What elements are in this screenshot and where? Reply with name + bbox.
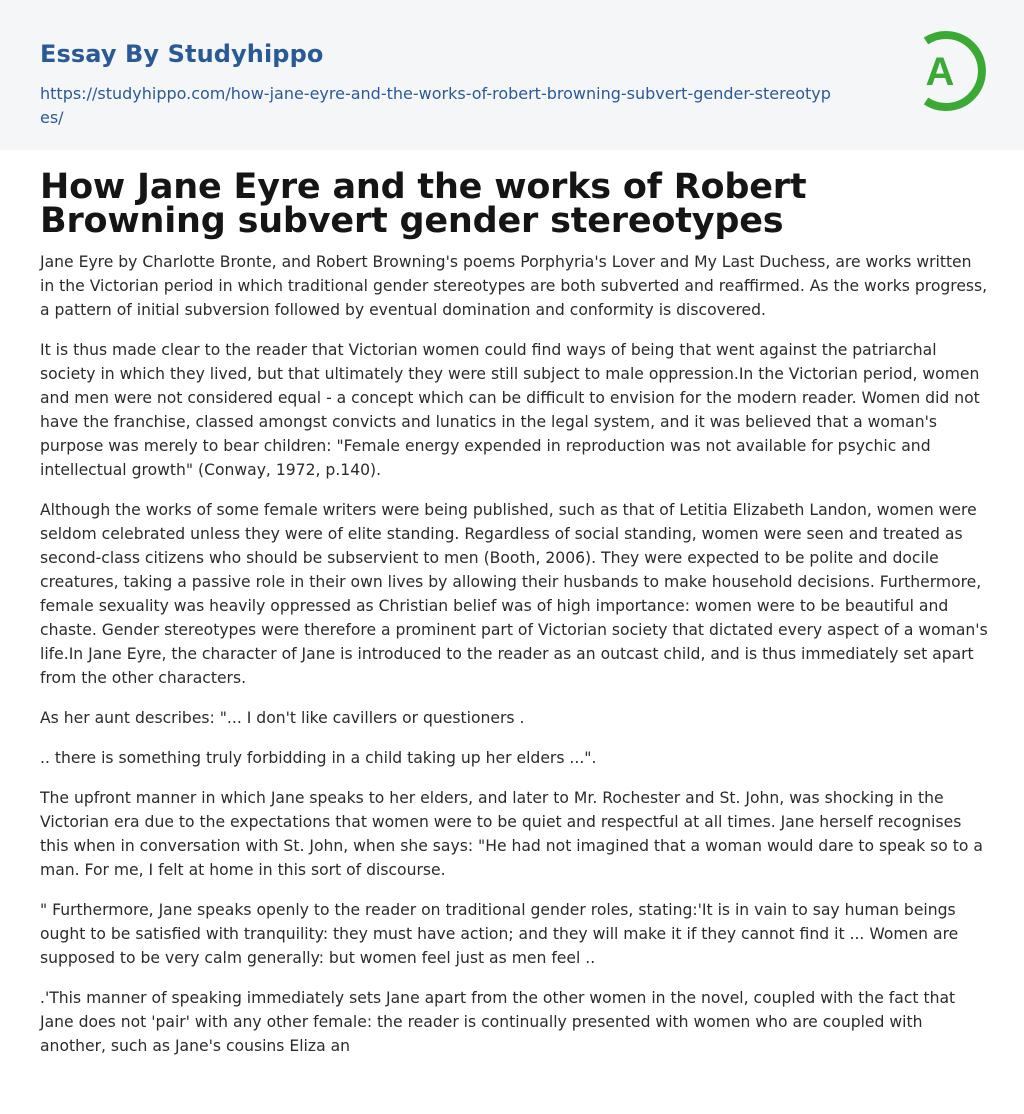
studyhippo-logo-icon[interactable] bbox=[902, 26, 992, 116]
article-url-link[interactable]: https://studyhippo.com/how-jane-eyre-and-the-works-of-robert-browning-subvert-gender-stereotypes/ bbox=[40, 84, 831, 127]
article-paragraph: As her aunt describes: "... I don't like cavillers or questioners . bbox=[40, 709, 525, 727]
article-paragraph: .. there is something truly forbidding in a child taking up her elders ...". bbox=[40, 749, 597, 767]
article bbox=[40, 167, 988, 1074]
article-paragraph: Jane Eyre by Charlotte Bronte, and Robert Browning's poems Porphyria's Lover and My Last Duchess, are works written in the Victorian period in which traditional gender stereotypes are both subverted and reaffirmed. As the works progress, a pattern of initial subversion followed by eventual domination and conformity is discovered. bbox=[40, 253, 988, 319]
logo-letter: A bbox=[925, 50, 955, 94]
article-paragraph: The upfront manner in which Jane speaks to her elders, and later to Mr. Rochester and St. John, was shocking in the Victorian era due to the expectations that women were to be quiet and respectful at all times. Jane herself recognises this when in conversation with St. John, when she says: "He had not imagined that a woman would dare to speak so to a man. For me, I felt at home in this sort of discourse. bbox=[40, 789, 983, 879]
article-paragraph: " Furthermore, Jane speaks openly to the reader on traditional gender roles, stating:'It is in vain to say human beings ought to be satisfied with tranquility: they must have action; and they will make it if they cannot find it ... Women are supposed to be very calm generally: but women feel just as men feel .. bbox=[40, 901, 959, 967]
site-title[interactable]: Essay By Studyhippo bbox=[40, 40, 324, 68]
article-paragraph: Although the works of some female writers were being published, such as that of Letitia Elizabeth Landon, women were seldom celebrated unless they were of elite standing. Regardless of social standing, women were seen and treated as second-class citizens who should be subservient to men (Booth, 2006). They were expected to be polite and docile creatures, taking a passive role in their own lives by allowing their husbands to make household decisions. Furthermore, female sexuality was heavily oppressed as Christian belief was of high importance: women were to be beautiful and chaste. Gender stereotypes were therefore a prominent part of Victorian society that dictated every aspect of a woman's life.In Jane Eyre, the character of Jane is introduced to the reader as an outcast child, and is thus immediately set apart from the other characters. bbox=[40, 501, 988, 687]
article-paragraph: .'This manner of speaking immediately sets Jane apart from the other women in the novel, coupled with the fact that Jane does not 'pair' with any other female: the reader is continually presented with women who are coupled with another, such as Jane's cousins Eliza an bbox=[40, 989, 956, 1055]
site-header bbox=[0, 0, 1024, 150]
article-paragraph: It is thus made clear to the reader that Victorian women could find ways of being that went against the patriarchal society in which they lived, but that ultimately they were still subject to male oppression.In the Victorian period, women and men were not considered equal - a concept which can be difficult to envision for the modern reader. Women did not have the franchise, classed amongst convicts and lunatics in the legal system, and it was believed that a woman's purpose was merely to bear children: "Female energy expended in reproduction was not available for psychic and intellectual growth" (Conway, 1972, p.140). bbox=[40, 341, 980, 479]
article-title: How Jane Eyre and the works of Robert Browning subvert gender stereotypes bbox=[40, 167, 807, 241]
